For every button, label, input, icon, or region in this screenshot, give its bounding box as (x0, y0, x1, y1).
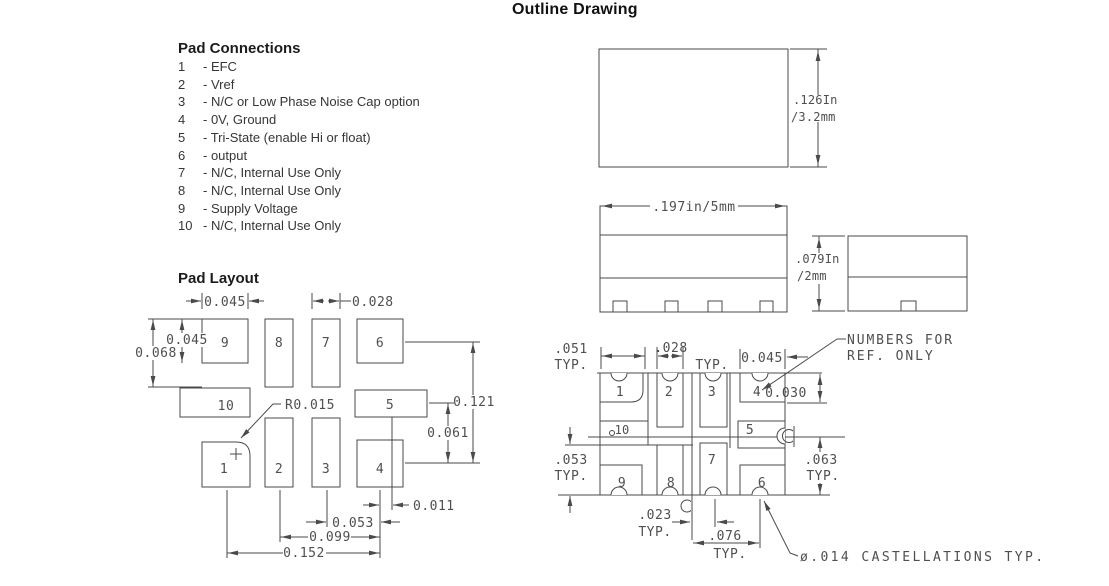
dim-pitch-2-4: 0.099 (309, 530, 351, 545)
pad-3-label: 3 (321, 462, 331, 477)
dim-offset-5-4: 0.011 (413, 499, 455, 514)
list-item: 7 - N/C, Internal Use Only (178, 165, 341, 181)
note-castellations: ø.014 CASTELLATIONS TYP. (800, 550, 1046, 565)
list-item: 1 - EFC (178, 59, 237, 74)
dim-end-pad-width: .051 (554, 342, 588, 357)
top-view-outline (599, 49, 788, 167)
pad-9-label: 9 (220, 336, 230, 351)
dim-typ-label: TYP. (713, 547, 747, 562)
front-view-outline (600, 206, 787, 312)
top-view (599, 49, 845, 167)
side-view-outline (848, 236, 967, 311)
dim-row-height: 0.068 (135, 346, 177, 361)
dim-typ-label: TYP. (695, 358, 729, 373)
dim-center-offset: .023 (638, 508, 672, 523)
side-view-height-dim-mm: /2mm (797, 269, 827, 283)
pad-8-label: 8 (666, 476, 676, 491)
pad-layout-heading: Pad Layout (178, 270, 259, 287)
side-view-height-dim-in: .079In (795, 252, 840, 266)
pad-6-label: 6 (375, 336, 385, 351)
castellation-notch (613, 301, 627, 312)
front-view-width-dim: .197in/5mm (652, 200, 736, 215)
list-item: 10 - N/C, Internal Use Only (178, 218, 341, 234)
pad-7-label: 7 (707, 453, 717, 468)
centerline-symbol (681, 497, 700, 540)
dim-pad9-width: 0.045 (204, 295, 246, 310)
pad-5-label: 5 (745, 423, 755, 438)
pad-connections-heading: Pad Connections (178, 40, 301, 57)
pad-1-label: 1 (615, 385, 625, 400)
list-item: 4 - 0V, Ground (178, 112, 277, 128)
castellation-notch (708, 301, 722, 312)
top-view-height-dim-in: .126In (793, 93, 838, 107)
pad-6-label: 6 (757, 476, 767, 491)
dim-center-to-edge: .063 (804, 453, 838, 468)
list-item: 9 - Supply Voltage (178, 200, 298, 216)
pad-7-label: 7 (321, 336, 331, 351)
dim-corner-radius: R0.015 (285, 398, 335, 413)
dim-typ-label: TYP. (806, 469, 840, 484)
list-item: 2 - Vref (178, 76, 235, 92)
top-view-height-dim-mm: /3.2mm (791, 110, 836, 124)
pad-10 (180, 388, 250, 417)
pad-10-label: 10 (614, 423, 630, 437)
pad-10-label: 10 (217, 399, 235, 414)
pad-8-label: 8 (274, 336, 284, 351)
pad-8 (265, 319, 293, 387)
pad-4-label: 4 (375, 462, 385, 477)
front-view (600, 199, 787, 312)
dim-center-pitch: .076 (708, 529, 742, 544)
castellation-notch (665, 301, 678, 312)
pad-9-label: 9 (617, 476, 627, 491)
list-item: 8 - N/C, Internal Use Only (178, 182, 341, 198)
pad-4-label: 4 (752, 385, 762, 400)
dim-span-6-4: 0.121 (453, 395, 495, 410)
pad-3-label: 3 (707, 385, 717, 400)
dim-pitch-1-4: 0.152 (283, 546, 325, 561)
dim-typ-label: TYP. (554, 358, 588, 373)
dim-pad9-height: 0.045 (166, 333, 208, 348)
bottom-view-drawing (554, 333, 1045, 565)
dim-pad4-height: 0.030 (765, 386, 807, 401)
dim-pitch-3-4: 0.053 (332, 516, 374, 531)
note-numbers-for-ref-line1: NUMBERS FOR (847, 333, 954, 348)
pad-2-label: 2 (664, 385, 674, 400)
note-numbers-for-ref-line2: REF. ONLY (847, 349, 935, 364)
castellation-notch (901, 301, 916, 311)
dim-pad-row-height: .053 (554, 453, 588, 468)
dim-typ-label: TYP. (638, 525, 672, 540)
side-view (792, 236, 967, 311)
page-title: Outline Drawing (512, 1, 638, 18)
pad-5-label: 5 (385, 398, 395, 413)
dim-pad4-width: 0.045 (741, 351, 783, 366)
dim-typ-label: TYP. (554, 469, 588, 484)
dim-mid-pad-width: .028 (654, 341, 688, 356)
castellation-notch (760, 301, 773, 312)
pad-1-label: 1 (219, 462, 229, 477)
pad-layout-drawing (134, 293, 495, 561)
list-item: 5 - Tri-State (enable Hi or float) (178, 129, 371, 145)
dim-span-5-4: 0.061 (427, 426, 469, 441)
dim-pad7-width: 0.028 (352, 295, 394, 310)
list-item: 6 - output (178, 147, 248, 163)
pad-7 (312, 319, 340, 387)
pad-2-label: 2 (274, 462, 284, 477)
list-item: 3 - N/C or Low Phase Noise Cap option (178, 94, 420, 110)
